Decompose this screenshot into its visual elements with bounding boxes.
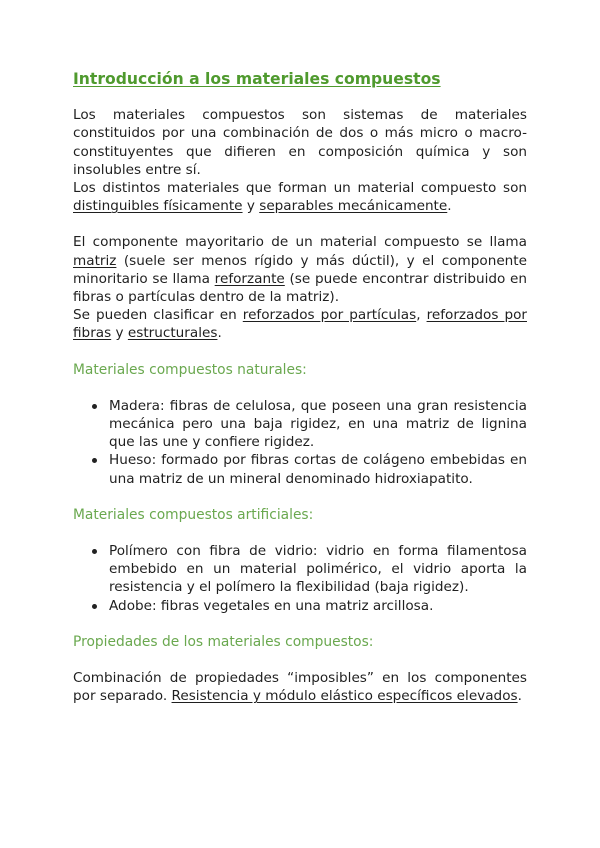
list-item: Polímero con fibra de vidrio: vidrio en forma filamentosa embebido en un material polimérico, el vidrio aporta la resistencia y el polímero la flexibilidad (baja rigidez). [109,543,527,596]
underlined-term: estructurales [127,325,218,342]
underlined-term: reforzante [214,270,285,287]
list-item: Adobe: fibras vegetales en una matriz arcillosa. [109,597,527,615]
components-paragraph-2 [73,306,527,342]
text-run: Combinación de propiedades “imposibles” en los componentes por separado. [73,670,527,705]
text-run: Se pueden clasificar en [73,307,243,324]
underlined-term: reforzados por partículas [242,307,417,324]
page-title: Introducción a los materiales compuestos [73,70,441,88]
text-run: . [517,688,522,705]
list-item: Hueso: formado por fibras cortas de colágeno embebidas en una matriz de un mineral denominado hidroxiapatito. [109,452,527,487]
document-content [73,70,527,705]
natural-list [73,397,527,488]
artificial-list [73,542,527,615]
properties-paragraph [73,669,527,705]
underlined-term: reforzados por fibras [73,307,527,342]
section-heading-properties: Propiedades de los materiales compuestos: [73,633,374,650]
text-run: , [416,307,427,324]
section-heading-artificial: Materiales compuestos artificiales: [73,506,314,523]
intro-paragraph-2 [73,179,527,215]
text-run: . [447,198,452,215]
components-paragraph-1 [73,233,527,306]
text-run: (suele ser menos rígido y más dúctil), y el componente minoritario se llama [73,252,527,287]
underlined-term: distinguibles físicamente [73,198,243,215]
underlined-term: matriz [73,252,117,269]
text-run: (se puede encontrar distribuido en fibras o partículas dentro de la matriz). [73,270,527,306]
text-run: y [242,198,260,215]
list-item: Madera: fibras de celulosa, que poseen una gran resistencia mecánica pero una baja rigidez, en una matriz de lignina que las une y confiere rigidez. [109,397,527,451]
underlined-term: separables mecánicamente [259,198,448,215]
text-run: . [217,325,222,342]
intro-paragraph-1: Los materiales compuestos son sistemas de materiales constituidos por una combinación de dos o más micro o macro-constituyentes que difieren en composición química y son insolubles entre sí. [73,107,527,178]
text-run: El componente mayoritario de un material compuesto se llama [73,234,527,251]
underlined-term: Resistencia y módulo elástico específicos elevados [171,688,518,705]
text-run: Los distintos materiales que forman un material compuesto son [73,180,527,197]
section-heading-natural: Materiales compuestos naturales: [73,361,307,378]
text-run: y [111,325,128,342]
